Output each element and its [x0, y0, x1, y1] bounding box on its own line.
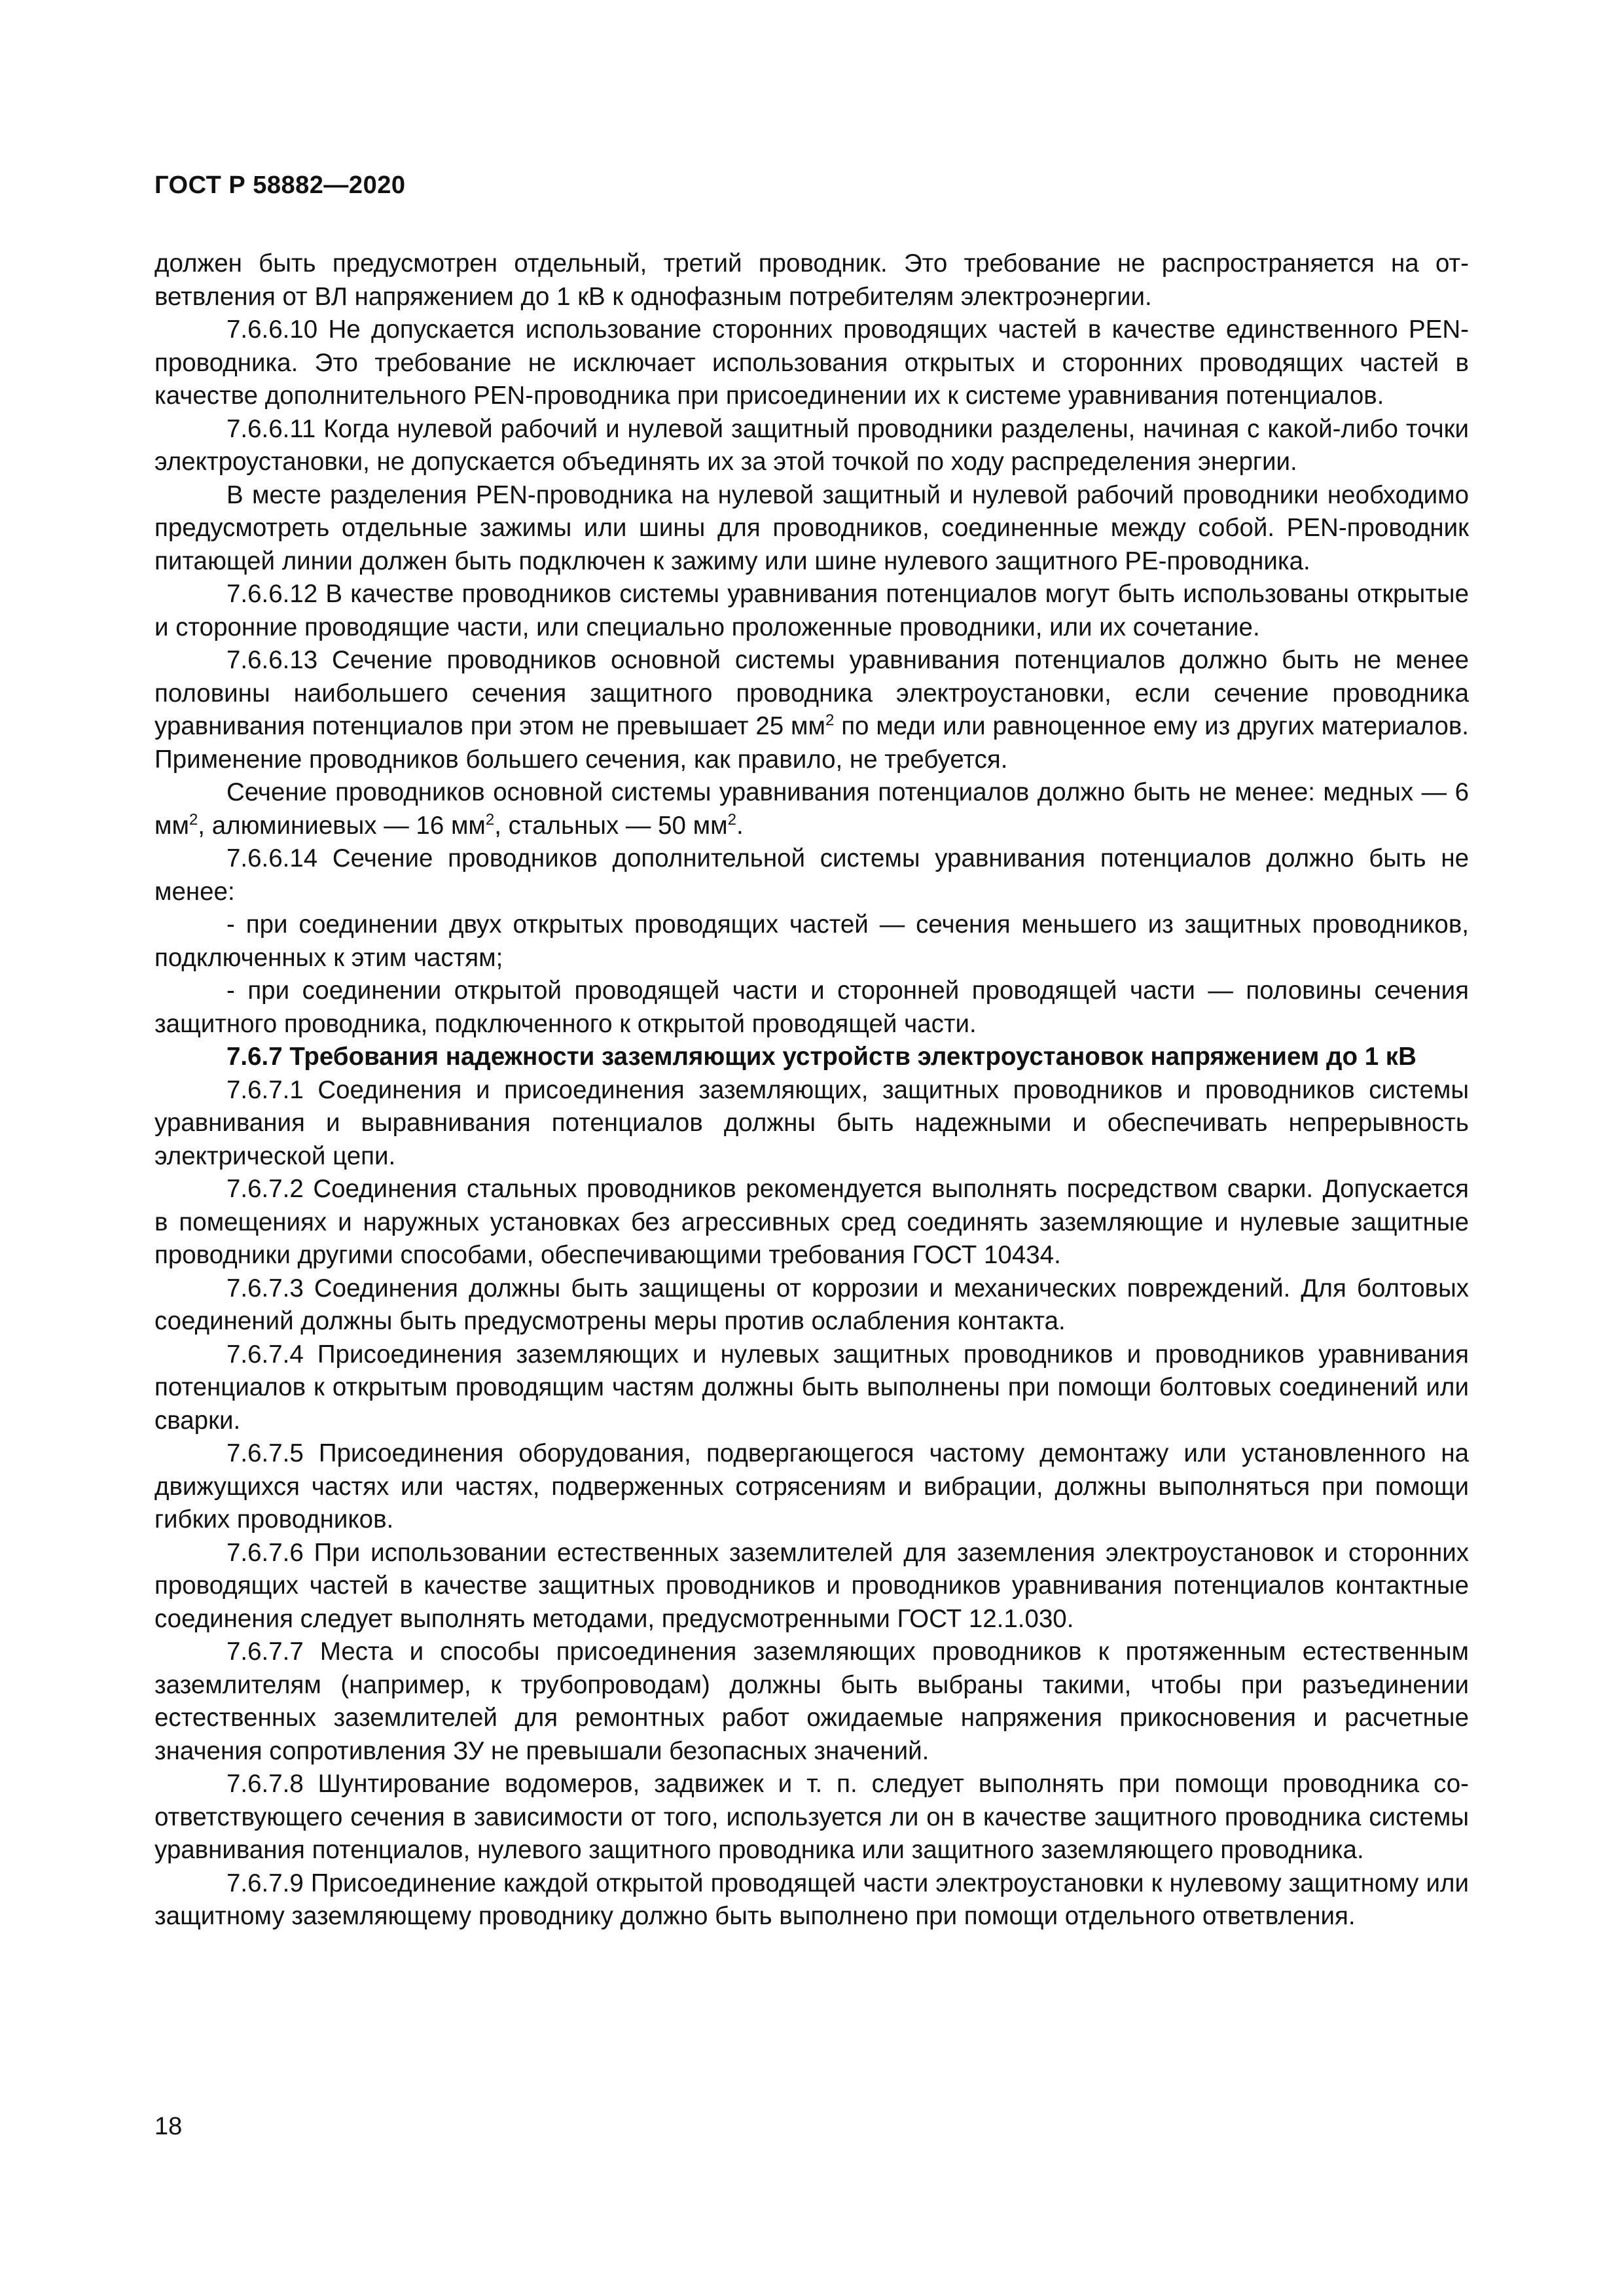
- paragraph: [154, 975, 1469, 1041]
- paragraph: [154, 247, 1469, 314]
- paragraph: [154, 314, 1469, 413]
- paragraph: [154, 1768, 1469, 1867]
- paragraph: [154, 908, 1469, 975]
- paragraph: [154, 578, 1469, 644]
- superscript: 2: [727, 810, 736, 829]
- superscript: 2: [189, 810, 198, 829]
- paragraph: [154, 1074, 1469, 1174]
- text-run: 7.6.7.2 Соединения стальных проводников рекомендуется выполнять посредством сварки. Допускается в помещениях и наружных установках без агрессивных сред соединять заземляющие и нулевые защитные проводники другими способами, обеспечивающими требования ГОСТ 10434.: [154, 1175, 1469, 1269]
- text-run: .: [736, 811, 744, 840]
- text-run: 7.6.7 Требования надежности заземляющих устройств электроустановок напряжением до 1 кВ: [226, 1043, 1416, 1071]
- document-body: [154, 247, 1469, 1933]
- paragraph: [154, 1636, 1469, 1768]
- text-run: 7.6.6.12 В качестве проводников системы уравнивания потенциалов могут быть использованы открытые и сторонние проводящие части, или специально проложенные проводники, или их сочетание.: [154, 580, 1469, 641]
- paragraph: [154, 1437, 1469, 1537]
- text-run: 7.6.7.1 Соединения и присоединения заземляющих, защитных проводников и проводников системы уравнивания и выравнивания потенциалов должны быть надежными и обеспечивать непрерывность электрической цепи.: [154, 1075, 1469, 1170]
- text-run: 7.6.7.4 Присоединения заземляющих и нулевых защитных проводников и проводников уравнивания потенциалов к открытым проводящим частям должны быть выполнены при помощи болтовых соединений или сварки.: [154, 1340, 1469, 1435]
- text-run: 7.6.6.10 Не допускается использование сторонних проводящих частей в качестве единственного PEN-проводника. Это требование не исключает использования открытых и сторонних проводящих частей в качестве дополнительного PEN-проводника при присоединении их к системе уравнивания потенциалов.: [154, 315, 1469, 410]
- paragraph: [154, 479, 1469, 579]
- paragraph: [154, 1338, 1469, 1438]
- text-run: 7.6.6.14 Сечение проводников дополнительной системы уравнивания потенциалов должно быть не менее:: [154, 844, 1469, 906]
- text-run: - при соединении открытой проводящей части и сторонней проводящей части — половины сечения защитного проводника, подключенного к открытой проводящей части.: [154, 977, 1469, 1038]
- paragraph: [154, 1537, 1469, 1636]
- page-number: 18: [154, 2113, 183, 2140]
- text-run: Сечение проводников основной системы уравнивания потенциалов должно быть не менее: медных — 6 мм: [154, 778, 1469, 840]
- text-run: должен быть предусмотрен отдельный, третий проводник. Это требование не распространяется на ответвления от ВЛ напряжением до 1 кВ к однофазным потребителям электроэнергии.: [154, 249, 1469, 311]
- text-run: 7.6.7.8 Шунтирование водомеров, задвижек и т. п. следует выполнять при помощи проводника соответствующего сечения в зависимости от того, используется ли он в качестве защитного проводника системы уравнивания потенциалов, нулевого защитного проводника или защитного заземляющего проводника.: [154, 1770, 1469, 1864]
- paragraph: [154, 1867, 1469, 1933]
- text-run: 7.6.7.9 Присоединение каждой открытой проводящей части электроустановки к нулевому защитному или защитному заземляющему проводнику должно быть выполнено при помощи отдельного ответвления.: [154, 1869, 1469, 1930]
- text-run: В месте разделения PEN-проводника на нулевой защитный и нулевой рабочий проводники необходимо предусмотреть отдельные зажимы или шины для проводников, соединенные между собой. PEN-проводник питающей линии должен быть подключен к зажиму или шине нулевого защитного PE-проводника.: [154, 480, 1469, 575]
- superscript: 2: [485, 810, 495, 829]
- text-run: 7.6.7.7 Места и способы присоединения заземляющих проводников к протяженным естественным заземлителям (например, к трубопроводам) должны быть выбраны такими, чтобы при разъединении естественных заземлителей для ремонтных работ ожидаемые напряжения прикосновения и расчетные значения сопротивления ЗУ не превышали безопасных значений.: [154, 1638, 1469, 1765]
- paragraph: [154, 842, 1469, 908]
- text-run: , алюминиевых — 16 мм: [198, 811, 486, 840]
- paragraph: [154, 644, 1469, 776]
- text-run: 7.6.6.13 Сечение проводников основной системы уравнивания потенциалов должно быть не менее половины наибольшего сечения защитного проводника электроустановки, если сечение проводника уравнивания потенциалов при этом не превышает 25 мм: [154, 646, 1469, 740]
- paragraph: [154, 1272, 1469, 1338]
- paragraph: [154, 413, 1469, 479]
- document-header-code: ГОСТ Р 58882—2020: [154, 171, 406, 199]
- paragraph: [154, 1173, 1469, 1272]
- paragraph: [154, 776, 1469, 842]
- text-run: 7.6.7.6 При использовании естественных заземлителей для заземления электроустановок и сторонних проводящих частей в качестве защитных проводников и проводников уравнивания потенциалов контактные соединения следует выполнять методами, предусмотренными ГОСТ 12.1.030.: [154, 1538, 1469, 1633]
- text-run: 7.6.6.11 Когда нулевой рабочий и нулевой защитный проводники разделены, начиная с какой-либо точки электроустановки, не допускается объединять их за этой точкой по ходу распределения энергии.: [154, 414, 1469, 476]
- text-run: - при соединении двух открытых проводящих частей — сечения меньшего из защитных проводников, подключенных к этим частям;: [154, 910, 1469, 972]
- text-run: по меди или равноценное ему из других материалов. Применение проводников большего сечения, как правило, не требуется.: [154, 712, 1470, 774]
- text-run: 7.6.7.5 Присоединения оборудования, подвергающегося частому демонтажу или установленного на движущихся частях или частях, подверженных сотрясениям и вибрации, должны выполняться при помощи гибких проводников.: [154, 1439, 1469, 1534]
- text-run: 7.6.7.3 Соединения должны быть защищены от коррозии и механических повреждений. Для болтовых соединений должны быть предусмотрены меры против ослабления контакта.: [154, 1274, 1469, 1335]
- section-heading: [154, 1041, 1469, 1074]
- text-run: , стальных — 50 мм: [494, 811, 728, 840]
- superscript: 2: [825, 711, 835, 730]
